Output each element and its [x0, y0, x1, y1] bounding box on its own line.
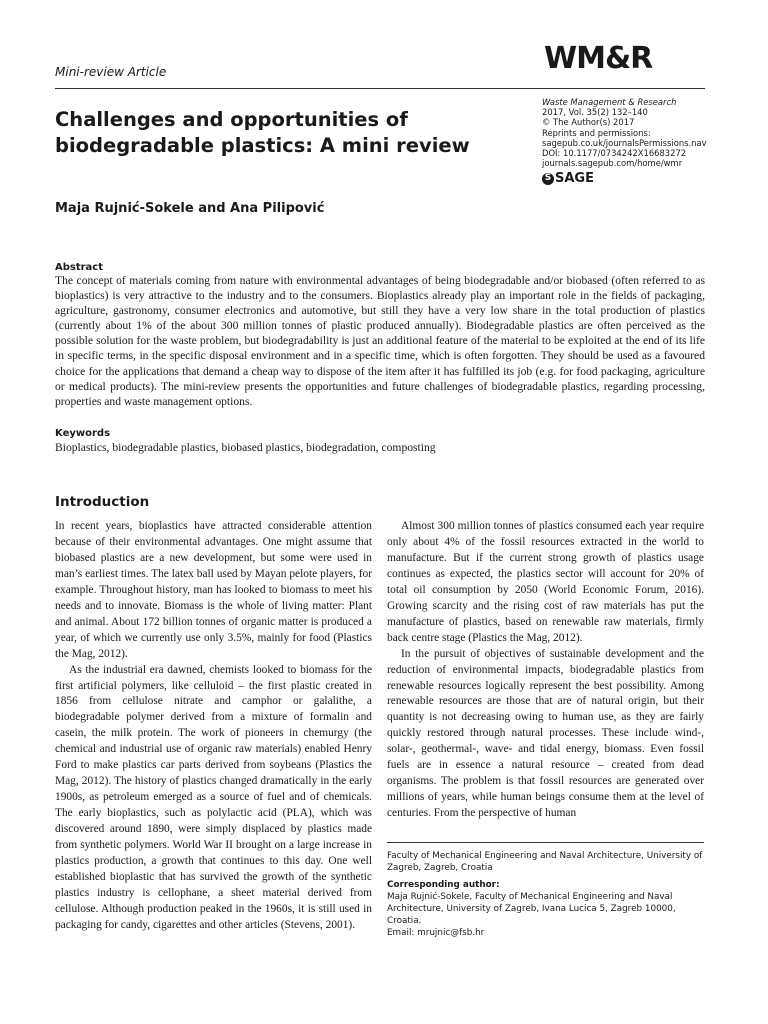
email[interactable]: Email: mrujnic@fsb.hr	[387, 928, 485, 938]
doi[interactable]: DOI: 10.1177/0734242X16683272	[542, 148, 687, 159]
keywords-heading: Keywords	[55, 428, 111, 439]
sage-icon: S	[542, 173, 554, 185]
corresponding-author: Maja Rujnić-Sokele, Faculty of Mechanical Engineering and Naval Architecture, University of Zagreb, Ivana Lucica 5, Zagreb 10000, Croatia.	[387, 892, 676, 926]
paragraph: As the industrial era dawned, chemists looked to biomass for the first artificial polymers, like celluloid – the first plastic created in 1856 from cellulose nitrate and camphor or galalithe, a biodegradable polymer derived from a mixture of formalin and casein, the milk protein. The work of pioneers in chemurgy (the chemical and industrial use of organic raw materials) enabled Henry Ford to make plastics car parts derived from soybeans (Plastics the Mag, 2012). The history of plastics changed dramatically in the early 1900s, as petroleum emerged as a source of fuel and of chemicals. The early bioplastics, such as polylactic acid (PLA), which was discovered around 1890, were simply displaced by plastics made from synthetic polymers. World War II brought on a large increase in plastics production, a growth that continues to this day. One well established bioplastic that has survived the growth of the synthetic plastics industry is cellophane, a sheet material derived from cellulose. Although production peaked in the 1960s, it is still used in packaging for candy, cigarettes and other articles (Stevens, 2001).	[55, 663, 372, 931]
article-type-label: Mini-review Article	[55, 65, 167, 79]
journal-home-link[interactable]: journals.sagepub.com/home/wmr	[542, 158, 683, 169]
header-divider	[55, 88, 705, 89]
keywords-text: Bioplastics, biodegradable plastics, biobased plastics, biodegradation, composting	[55, 441, 436, 454]
abstract-heading: Abstract	[55, 262, 104, 273]
left-column	[55, 519, 372, 934]
abstract-text: The concept of materials coming from nature with environmental advantages of being biodegradable and/or biobased (often referred to as bioplastics) is very attractive to the industry and to the consumers. Bioplastics already play an important role in the fields of packaging, agriculture, gastronomy, consumer electronics and automotive, but still they have a very low share in the total production of plastics (currently about 1% of the about 300 million tonnes of plastic produced annually). Biodegradable plastics are often perceived as the possible solution for the waste problem, but biodegradability is just an additional feature of the material to be exploited at the end of its life in specific terms, in the specific disposal environment and in a specific time, which is often forgotten. They should be used as a favoured choice for the applications that demand a cheap way to dispose of the item after it has fulfilled its job (e.g. for food packaging, agriculture or medical products). The mini-review presents the opportunities and future challenges of biodegradable plastics, regarding processing, properties and waste management options.	[55, 274, 705, 408]
article-authors: Maja Rujnić-Sokele and Ana Pilipović	[55, 201, 325, 216]
article-title: Challenges and opportunities of biodegradable plastics: A mini review	[55, 108, 470, 157]
paragraph: In the pursuit of objectives of sustainable development and the reduction of environmental impacts, biodegradable plastics from renewable resources logically represent the best possibility. Among renewable resources are those that are of natural origin, but their quantity is not decreasing owing to human use, as they are fairly quickly restored through natural processes. These include wind-, solar-, geothermal-, wave- and tidal energy, biomass. Even fossil fuels are in essence a natural resource – created from dead organisms. The problem is that fossil resources are generated over millions of years, while human beings consume them at the level of centuries. From the perspective of human	[387, 647, 704, 820]
reprints-label: Reprints and permissions:	[542, 127, 651, 138]
introduction-heading: Introduction	[55, 494, 150, 510]
right-column	[387, 519, 704, 822]
journal-volume: 2017, Vol. 35(2) 132–140	[542, 107, 648, 118]
permissions-link[interactable]: sagepub.co.uk/journalsPermissions.nav	[542, 137, 707, 148]
publisher-logo	[542, 172, 594, 185]
corresponding-label: Corresponding author:	[387, 880, 500, 890]
journal-info	[542, 97, 712, 168]
footnote-divider	[387, 842, 704, 843]
copyright: © The Author(s) 2017	[542, 117, 635, 128]
paragraph: Almost 300 million tonnes of plastics consumed each year require only about 4% of the fossil resources extracted in the world to manufacture. But if the current strong growth of plastics usage continues as expected, the plastics sector will account for 20% of total oil consumption by 2050 (World Economic Forum, 2016). Growing scarcity and the rising cost of raw materials has put the manufacture of plastics, based on renewable raw materials, firmly back centre stage (Plastics the Mag, 2012).	[387, 520, 704, 644]
affiliation: Faculty of Mechanical Engineering and Naval Architecture, University of Zagreb, Zagreb, Croatia	[387, 851, 703, 873]
publisher-name: SAGE	[555, 171, 594, 186]
paragraph: In recent years, bioplastics have attracted considerable attention because of their environmental advantages. One might assume that biobased plastics are a new development, but some were used in man’s earliest times. The latex ball used by Mayan pelote players, for example. Throughout history, man has looked to biomass to meet his needs and to innovate. Biomass is the whole of living matter: Plant and animal. About 172 billion tonnes of organic matter is produced a year, of which we currently use only 3.5%, mainly for food (Plastics the Mag, 2012).	[55, 520, 372, 660]
footnote	[387, 850, 704, 939]
journal-name: Waste Management & Research	[542, 97, 677, 107]
journal-logo: WM&R	[544, 41, 653, 76]
